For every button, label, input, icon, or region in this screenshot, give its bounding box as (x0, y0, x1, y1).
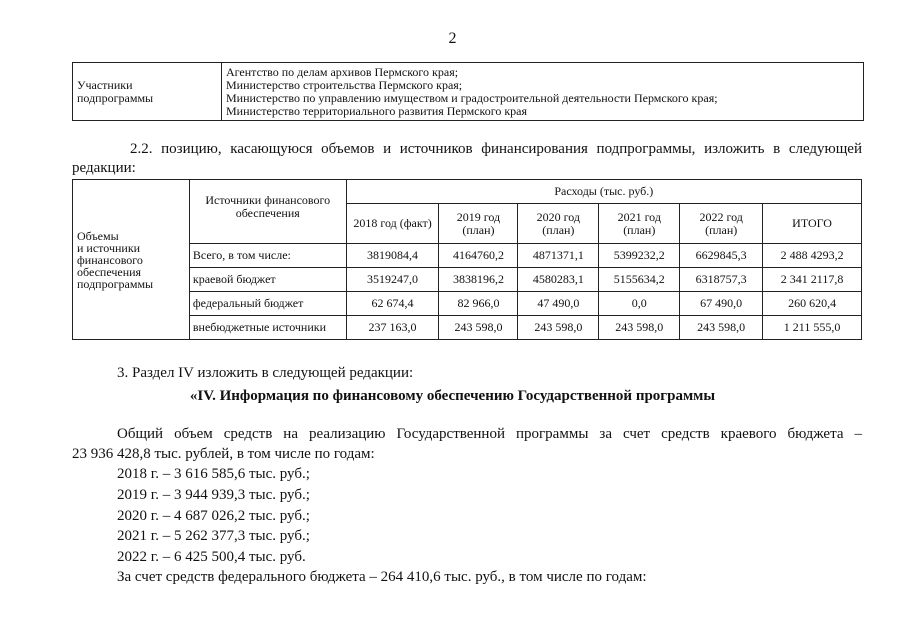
table-cell: 260 620,4 (763, 292, 862, 316)
table-cell: 2 488 4293,2 (763, 244, 862, 268)
table-cell: 6318757,3 (680, 268, 763, 292)
sources-header-line: обеспечения (235, 206, 300, 220)
page-number: 2 (448, 30, 457, 47)
col-header-2022: 2022 год (план) (680, 204, 763, 244)
section3-text: 3. Раздел IV изложить в следующей редакции: (117, 365, 414, 381)
table-cell: 47 490,0 (518, 292, 599, 316)
participants-label (73, 63, 222, 121)
table-cell: 243 598,0 (439, 316, 518, 340)
sources-header-line: Источники финансового (205, 193, 331, 207)
table-row (73, 268, 862, 292)
expenses-header: Расходы (тыс. руб.) (346, 180, 861, 204)
col-header-2018: 2018 год (факт) (346, 204, 439, 244)
participants-label-line1: Участники (77, 78, 133, 92)
col-header-total: ИТОГО (763, 204, 862, 244)
side-label-line: и источники (77, 240, 141, 255)
year-line-2019: 2019 г. – 3 944 939,3 тыс. руб.; (117, 487, 310, 503)
col-header-2021: 2021 год (план) (599, 204, 680, 244)
table-row (73, 292, 862, 316)
table-cell: 1 211 555,0 (763, 316, 862, 340)
year-line-2022: 2022 г. – 6 425 500,4 тыс. руб. (117, 549, 306, 565)
table-cell: 5155634,2 (599, 268, 680, 292)
table-cell: 3819084,4 (346, 244, 439, 268)
table-cell: 4580283,1 (518, 268, 599, 292)
side-label-line: обеспечения (77, 264, 142, 279)
participants-table (72, 62, 864, 121)
row-label: внебюджетные источники (189, 316, 346, 340)
year-line-2020: 2020 г. – 4 687 026,2 тыс. руб.; (117, 508, 310, 524)
col-header-2020: 2020 год (план) (518, 204, 599, 244)
participant-item: Министерство территориального развития Пермского края (226, 104, 528, 118)
table-cell: 62 674,4 (346, 292, 439, 316)
side-label-line: Объемы (77, 228, 119, 243)
table-cell: 237 163,0 (346, 316, 439, 340)
row-label: Всего, в том числе: (189, 244, 346, 268)
participant-item: Агентство по делам архивов Пермского края; (226, 65, 459, 79)
table-cell: 3838196,2 (439, 268, 518, 292)
table-row (73, 244, 862, 268)
table-cell: 4871371,1 (518, 244, 599, 268)
table-cell: 67 490,0 (680, 292, 763, 316)
year-line-2021: 2021 г. – 5 262 377,3 тыс. руб.; (117, 528, 310, 544)
federal-line: За счет средств федерального бюджета – 264 410,6 тыс. руб., в том числе по годам: (117, 569, 647, 585)
total-line1: Общий объем средств на реализацию Государственной программы за счет средств краевого бюджета – (117, 426, 862, 442)
row-label: краевой бюджет (189, 268, 346, 292)
participant-item: Министерство по управлению имуществом и градостроительной деятельности Пермского края; (226, 91, 718, 105)
intro-line2: редакции: (72, 160, 136, 176)
finance-side-label (73, 180, 190, 340)
side-label-line: финансового (77, 252, 143, 267)
table-cell: 0,0 (599, 292, 680, 316)
table-cell: 5399232,2 (599, 244, 680, 268)
total-line2: 23 936 428,8 тыс. рублей, в том числе по годам: (72, 446, 375, 462)
table-row (73, 316, 862, 340)
table-cell: 243 598,0 (518, 316, 599, 340)
table-cell: 6629845,3 (680, 244, 763, 268)
table-cell: 243 598,0 (599, 316, 680, 340)
participant-item: Министерство строительства Пермского края; (226, 78, 463, 92)
intro-line1: 2.2. позицию, касающуюся объемов и источников финансирования подпрограммы, изложить в следующей (130, 141, 862, 157)
table-cell: 3519247,0 (346, 268, 439, 292)
row-label: федеральный бюджет (189, 292, 346, 316)
participants-label-line2: подпрограммы (77, 91, 154, 105)
table-cell: 2 341 2117,8 (763, 268, 862, 292)
finance-table (72, 179, 862, 340)
table-cell: 82 966,0 (439, 292, 518, 316)
side-label-line: подпрограммы (77, 276, 154, 291)
sources-header (189, 180, 346, 244)
table-cell: 4164760,2 (439, 244, 518, 268)
col-header-2019: 2019 год (план) (439, 204, 518, 244)
table-cell: 243 598,0 (680, 316, 763, 340)
section-heading: «IV. Информация по финансовому обеспечению Государственной программы (189, 388, 716, 404)
participants-list (222, 63, 864, 121)
year-line-2018: 2018 г. – 3 616 585,6 тыс. руб.; (117, 466, 310, 482)
